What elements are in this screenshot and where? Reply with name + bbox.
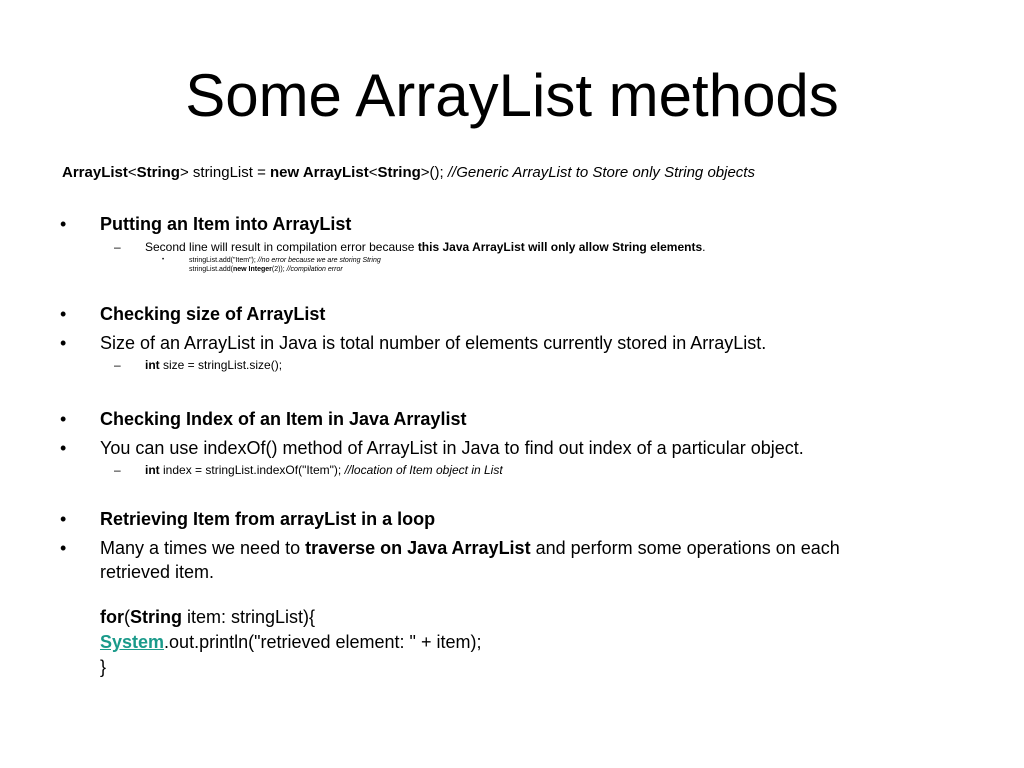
code-kw: int (145, 358, 160, 372)
code-index (145, 462, 503, 478)
code-add-integer (189, 265, 343, 274)
code-text: index = stringList.indexOf("Item"); (159, 463, 345, 477)
code-comment: //no error because we are storing String (257, 257, 381, 264)
slide-title: Some ArrayList methods (185, 62, 839, 129)
heading-text: Checking Index of an Item in Java Arraylist (100, 409, 467, 429)
section-heading-putting-item (100, 213, 351, 235)
loop-header (100, 605, 315, 630)
loop-body (100, 630, 481, 655)
index-description: You can use indexOf() method of ArrayList in Java to find out index of a particular object. (100, 438, 804, 458)
note-post: . (702, 240, 706, 254)
bullet-marker: • (60, 333, 67, 353)
heading-text: Retrieving Item from arrayList in a loop (100, 509, 436, 529)
size-description: Size of an ArrayList in Java is total number of elements currently stored in ArrayList. (100, 333, 767, 353)
section-heading-retrieving (100, 508, 435, 530)
desc-bold: traverse on Java ArrayList (305, 538, 531, 558)
section-heading-checking-size (100, 303, 325, 325)
code-type: String (130, 607, 182, 627)
note-bold: this Java ArrayList will only allow String elements (417, 240, 703, 254)
decl-new: new (270, 164, 300, 181)
dash-marker: – (114, 240, 121, 254)
system-link[interactable]: System (100, 632, 165, 652)
code-text: size = stringList.size(); (159, 358, 283, 372)
bullet-marker: • (60, 214, 67, 234)
bullet-marker: • (60, 538, 67, 558)
loop-close: } (100, 657, 107, 677)
bullet-marker: • (60, 509, 67, 529)
bullet-marker: • (162, 257, 165, 263)
bullet-marker: • (60, 304, 67, 324)
decl-lt: < (127, 164, 137, 181)
code-text: ( (124, 607, 130, 627)
code-kw: for (100, 607, 124, 627)
bullet-marker: • (60, 409, 67, 429)
code-text: item: stringList){ (182, 607, 316, 627)
decl-lt2: < (368, 164, 378, 181)
desc-text: and perform some operations on each (530, 538, 840, 558)
code-kw: int (145, 463, 160, 477)
dash-marker: – (114, 463, 121, 477)
code-text: (2)); (271, 266, 287, 273)
desc-text: Many a times we need to (100, 538, 306, 558)
code-add-string (189, 256, 381, 265)
decl-generic2: String (377, 164, 421, 181)
traverse-description-line2: retrieved item. (100, 562, 215, 582)
code-text: .out.println("retrieved element: " + item); (164, 632, 482, 652)
decl-end: >(); (420, 164, 448, 181)
decl-type2: ArrayList (302, 164, 369, 181)
section-heading-checking-index (100, 408, 466, 430)
decl-generic: String (136, 164, 180, 181)
code-size (145, 357, 282, 373)
heading-text: Putting an Item into ArrayList (100, 214, 352, 234)
heading-text: Checking size of ArrayList (100, 304, 326, 324)
dash-marker: – (114, 358, 121, 372)
note-pre: Second line will result in compilation error because (145, 240, 418, 254)
code-bold: new Integer (232, 266, 272, 273)
decl-var: > stringList = (179, 164, 271, 181)
decl-type: ArrayList (62, 164, 128, 181)
arraylist-declaration (62, 163, 755, 183)
code-comment: //location of Item object in List (344, 463, 503, 477)
code-text: stringList.add("Item"); (189, 257, 258, 264)
traverse-description (100, 537, 840, 559)
decl-comment: //Generic ArrayList to Store only String objects (447, 164, 755, 181)
bullet-marker: • (60, 438, 67, 458)
code-comment: //compilation error (286, 266, 343, 273)
compile-error-note (145, 239, 705, 255)
code-text: stringList.add( (189, 266, 233, 273)
